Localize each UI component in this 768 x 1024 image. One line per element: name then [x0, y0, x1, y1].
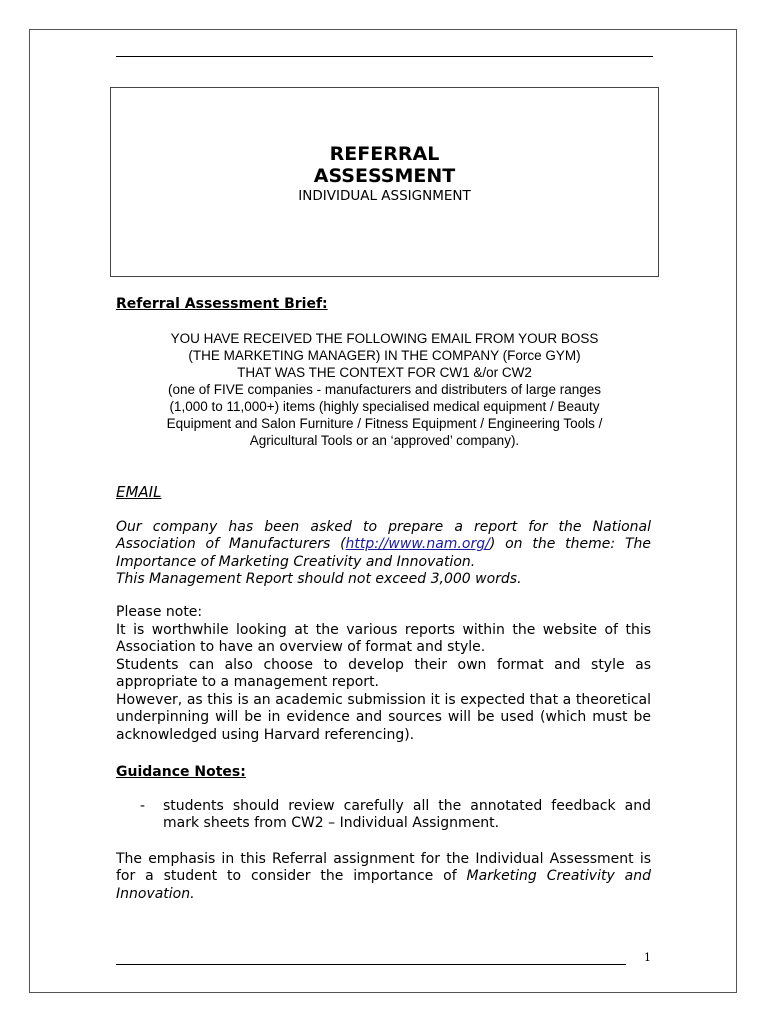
subtitle: INDIVIDUAL ASSIGNMENT: [298, 188, 471, 204]
bullet-marker: -: [140, 798, 146, 814]
note-paragraph-1: It is worthwhile looking at the various reports within the website of this Association to have an overview of format and style.: [116, 622, 651, 656]
header-rule: [116, 56, 653, 57]
brief-text: [110, 330, 659, 449]
brief-line: Agricultural Tools or an ‘approved’ company).: [249, 433, 520, 448]
email-text-2: ) on the theme: The Importance of Marketing Creativity and Innovation.: [116, 536, 651, 570]
brief-line: (1,000 to 11,000+) items (highly specialised medical equipment / Beauty: [169, 399, 600, 414]
emphasis-text: The emphasis in this Referral assignment for the Individual Assessment is for a student to consider the importance of: [116, 851, 651, 885]
page-number: 1: [644, 951, 651, 964]
email-text-1: Our company has been asked to prepare a report for the National Association of Manufacturers (: [116, 519, 651, 553]
guidance-heading: Guidance Notes:: [116, 764, 246, 780]
emphasis-italic: Marketing Creativity and Innovation.: [116, 868, 651, 902]
brief-line: (THE MARKETING MANAGER) IN THE COMPANY (Force GYM): [188, 348, 581, 363]
brief-line: (one of FIVE companies - manufacturers and distributers of large ranges: [168, 382, 601, 397]
brief-heading: Referral Assessment Brief:: [116, 296, 328, 312]
title-box: [110, 87, 659, 277]
email-paragraph: [116, 519, 651, 571]
footer-rule: [116, 964, 626, 965]
note-paragraph-2: Students can also choose to develop their own format and style as appropriate to a management report.: [116, 657, 651, 691]
title-line-2: ASSESSMENT: [313, 165, 456, 187]
email-word-limit: This Management Report should not exceed 3,000 words.: [116, 571, 522, 587]
title-line-1: REFERRAL: [329, 143, 440, 165]
email-heading: EMAIL: [116, 483, 162, 501]
note-paragraph-3: However, as this is an academic submission it is expected that a theoretical underpinning will be in evidence and sources will be used (which must be acknowledged using Harvard referencing).: [116, 692, 651, 743]
emphasis-paragraph: [116, 851, 651, 903]
bullet-item: students should review carefully all the annotated feedback and mark sheets from CW2 – Individual Assignment.: [163, 798, 651, 832]
please-note-label: Please note:: [116, 604, 203, 620]
brief-line: Equipment and Salon Furniture / Fitness Equipment / Engineering Tools /: [166, 416, 603, 431]
nam-link[interactable]: http://www.nam.org/: [345, 536, 490, 553]
brief-line: YOU HAVE RECEIVED THE FOLLOWING EMAIL FROM YOUR BOSS: [170, 331, 599, 346]
brief-line: THAT WAS THE CONTEXT FOR CW1 &/or CW2: [237, 365, 532, 380]
